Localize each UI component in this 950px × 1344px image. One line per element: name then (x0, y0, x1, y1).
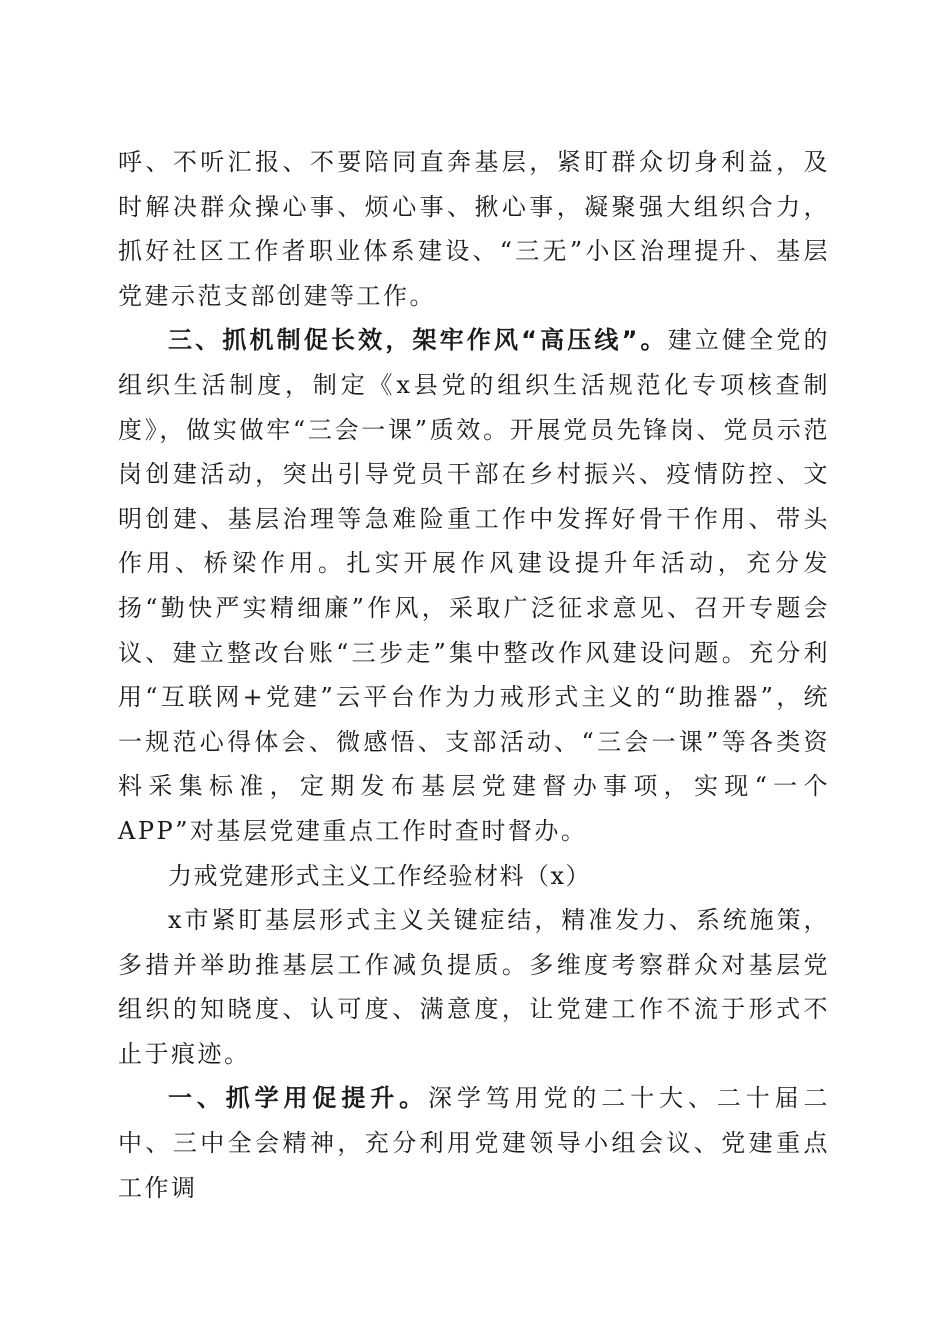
section-three-heading: 三、抓机制促长效，架牢作风“高压线”。 (168, 326, 668, 355)
paragraph-continued: 呼、不听汇报、不要陪同直奔基层，紧盯群众切身利益，及时解决群众操心事、烦心事、揪心事，凝聚强大组织合力，抓好社区工作者职业体系建设、“三无”小区治理提升、基层党建示范支部创建等工作。 (118, 148, 830, 310)
section-three-text: 建立健全党的组织生活制度，制定《x县党的组织生活规范化专项核查制度》，做实做牢“三会一课”质效。开展党员先锋岗、党员示范岗创建活动，突出引导党员干部在乡村振兴、疫情防控、文明创建、基层治理等急难险重工作中发挥好骨干作用、带头作用、桥梁作用。扎实开展作风建设提升年活动，充分发扬“勤快严实精细廉”作风，采取广泛征求意见、召开专题会议、建立整改台账“三步走”集中整改作风建设问题。充分利用“互联网+党建”云平台作为力戒形式主义的“助推器”，统一规范心得体会、微感悟、支部活动、“三会一课”等各类资料采集标准，定期发布基层党建督办事项，实现“一个APP”对基层党建重点工作时查时督办。 (118, 326, 831, 845)
section-one-heading: 一、抓学用促提升。 (168, 1084, 428, 1113)
paragraph-section-one (118, 1076, 830, 1210)
section-one-text: 深学笃用党的二十大、二十届二中、三中全会精神，充分利用党建领导小组会议、党建重点工作调 (118, 1084, 831, 1202)
document-body (118, 140, 830, 1210)
paragraph-section-three (118, 318, 830, 853)
paragraph-intro: x市紧盯基层形式主义关键症结，精准发力、系统施策，多措并举助推基层工作减负提质。多维度考察群众对基层党组织的知晓度、认可度、满意度，让党建工作不流于形式不止于痕迹。 (118, 906, 830, 1068)
document-title: 力戒党建形式主义工作经验材料（x） (168, 861, 592, 890)
